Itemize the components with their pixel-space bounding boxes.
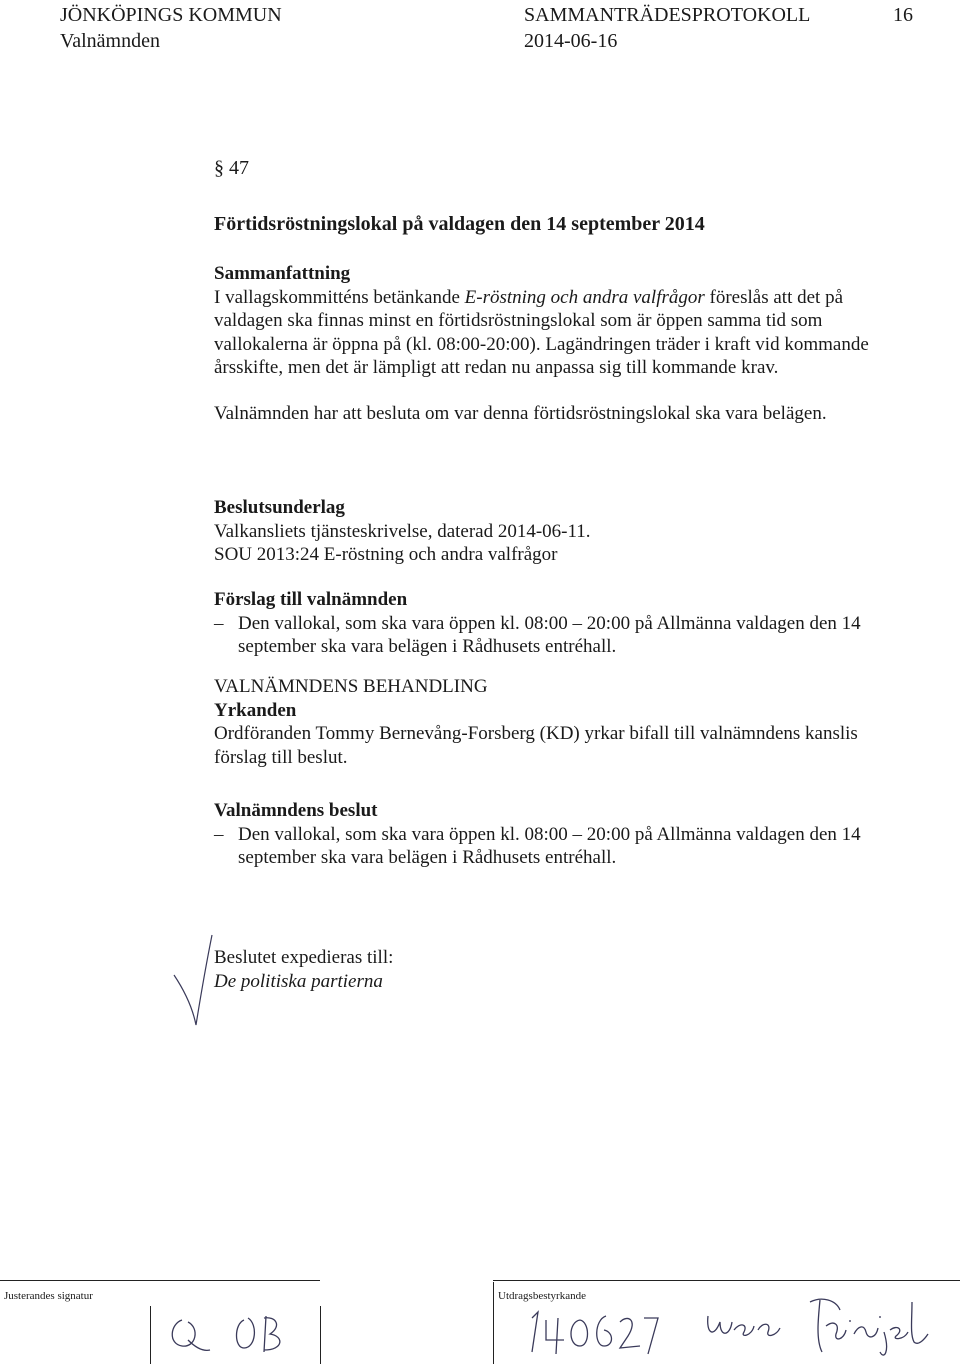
footer-divider (320, 1306, 321, 1364)
handling-heading: VALNÄMNDENS BEHANDLING (214, 676, 488, 697)
document-type: SAMMANTRÄDESPROTOKOLL (524, 4, 811, 26)
basis-section (214, 496, 894, 567)
decision-item: – Den vallokal, som ska vara öppen kl. 08:00 – 20:00 på Allmänna valdagen den 14 september ska vara belägen i Rådhusets entréhall. (214, 823, 861, 869)
section-number: § 47 (214, 157, 249, 179)
basis-item: Valkansliets tjänsteskrivelse, daterad 2014-06-11. (214, 520, 591, 542)
summary-section (214, 262, 894, 426)
committee-name: Valnämnden (60, 30, 160, 52)
footer-divider (493, 1282, 494, 1364)
signature-scribble (700, 1300, 790, 1350)
signature-full (800, 1290, 950, 1360)
footer-divider (150, 1306, 151, 1364)
meeting-date: 2014-06-16 (524, 30, 618, 52)
page-number: 16 (893, 4, 913, 26)
dispatch-label: Beslutet expedieras till: (214, 947, 394, 968)
page-title: Förtidsröstningslokal på valdagen den 14 september 2014 (214, 213, 705, 235)
org-name: JÖNKÖPINGS KOMMUN (60, 4, 282, 26)
basis-item: SOU 2013:24 E-röstning och andra valfrågor (214, 544, 558, 566)
checkmark-icon (170, 925, 220, 1035)
proposal-item: – Den vallokal, som ska vara öppen kl. 08:00 – 20:00 på Allmänna valdagen den 14 september ska vara belägen i Rådhusets entréhall. (214, 612, 861, 658)
proposal-heading: Förslag till valnämnden (214, 589, 408, 610)
footer-line (493, 1280, 960, 1281)
dispatch-recipient: De politiska partierna (214, 970, 383, 992)
handling-subheading: Yrkanden (214, 699, 297, 721)
decision-heading: Valnämndens beslut (214, 800, 378, 821)
dispatch-section (214, 946, 894, 993)
summary-paragraph: I vallagskommitténs betänkande E-röstning och andra valfrågor föreslås att det på valdagen ska finnas minst en förtidsröstningslokal som är öppen samma tid som vallokalerna är öppna på (kl. 08:00-20:00). Lagändringen träder i kraft vid kommande årsskifte, men det är lämpligt att redan nu anpassa sig till kommande krav. (214, 286, 869, 379)
handling-section (214, 675, 894, 769)
signature-initials-ob (230, 1308, 300, 1358)
extract-label: Utdragsbestyrkande (498, 1290, 586, 1302)
decision-section (214, 799, 894, 870)
signature-label: Justerandes signatur (4, 1290, 93, 1302)
summary-paragraph-2: Valnämnden har att besluta om var denna förtidsröstningslokal ska vara belägen. (214, 402, 827, 424)
handwritten-date (524, 1300, 664, 1360)
handling-text: Ordföranden Tommy Bernevång-Forsberg (KD) yrkar bifall till valnämndens kanslis förslag till beslut. (214, 723, 858, 768)
proposal-section (214, 588, 894, 659)
basis-heading: Beslutsunderlag (214, 497, 345, 518)
footer-line (0, 1280, 320, 1281)
signature-initials-1 (160, 1310, 220, 1360)
summary-heading: Sammanfattning (214, 263, 351, 284)
